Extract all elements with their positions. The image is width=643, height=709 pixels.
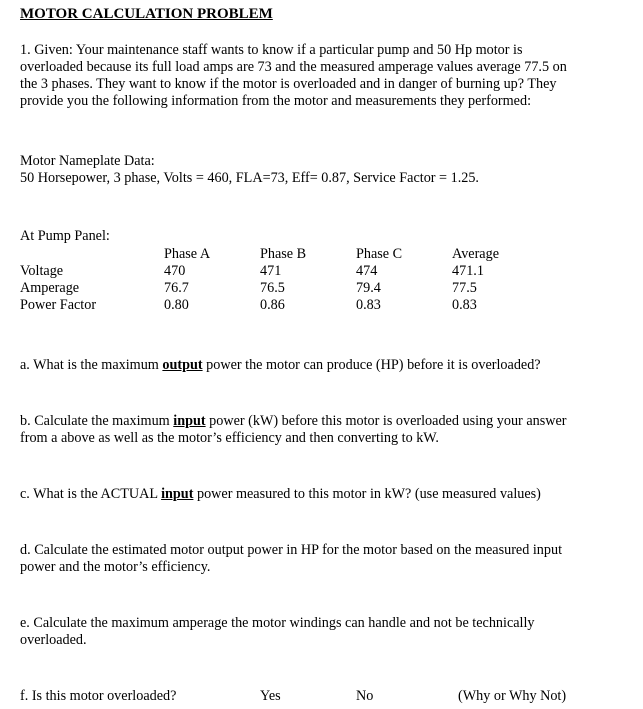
question-b (20, 413, 642, 447)
table-header-cell: Phase B (260, 246, 307, 262)
question-a (20, 357, 541, 374)
question-a-post: power the motor can produce (HP) before it is overloaded? (202, 357, 541, 373)
question-e-line2: overloaded. (20, 632, 87, 648)
question-c-keyword: input (161, 486, 194, 502)
question-b-line2: from a above as well as the motor’s efficiency and then converting to kW. (20, 430, 439, 446)
table-header-cell: Average (452, 246, 499, 262)
table-cell: Amperage (20, 280, 80, 296)
table-header-cell: Phase C (356, 246, 403, 262)
table-cell: 470 (164, 263, 186, 279)
nameplate-heading: Motor Nameplate Data: (20, 153, 155, 169)
question-b-line1 (20, 413, 642, 430)
problem-line: the 3 phases. They want to know if the motor is overloaded and in danger of burning up? They (20, 76, 557, 92)
table-header-row (20, 246, 499, 263)
measurement-table (20, 246, 499, 314)
question-d (20, 542, 642, 576)
question-a-keyword: output (162, 357, 203, 373)
problem-line: overloaded because its full load amps are 73 and the measured amperage values average 77.5 on (20, 59, 567, 75)
question-d-line2: power and the motor’s efficiency. (20, 559, 211, 575)
table-cell: 79.4 (356, 280, 381, 296)
table-cell: 0.86 (260, 297, 285, 313)
problem-line: provide you the following information from the motor and measurements they performed: (20, 93, 532, 109)
question-c-pre: c. What is the ACTUAL (20, 486, 162, 502)
table-cell: 76.5 (260, 280, 285, 296)
table-header-cell (20, 246, 164, 263)
table-cell: Power Factor (20, 297, 97, 313)
question-d-line1: d. Calculate the estimated motor output power in HP for the motor based on the measured input (20, 542, 563, 558)
answer-why: (Why or Why Not) (458, 688, 567, 704)
question-e (20, 615, 642, 649)
nameplate-details: 50 Horsepower, 3 phase, Volts = 460, FLA=73, Eff= 0.87, Service Factor = 1.25. (20, 170, 479, 186)
question-b-keyword: input (173, 413, 206, 429)
table-cell: 474 (356, 263, 378, 279)
question-e-line1: e. Calculate the maximum amperage the motor windings can handle and not be technically (20, 615, 535, 631)
table-cell: 77.5 (452, 280, 477, 296)
page-title: MOTOR CALCULATION PROBLEM (20, 6, 273, 22)
table-cell: 76.7 (164, 280, 189, 296)
question-b-post: power (kW) before this motor is overloaded using your answer (205, 413, 567, 429)
panel-heading: At Pump Panel: (20, 228, 110, 244)
table-row (20, 297, 499, 314)
question-b-pre: b. Calculate the maximum (20, 413, 174, 429)
question-c-post: power measured to this motor in kW? (use measured values) (193, 486, 541, 502)
table-row (20, 280, 499, 297)
question-c (20, 486, 541, 503)
answer-yes: Yes (260, 688, 281, 704)
table-cell: 471.1 (452, 263, 484, 279)
table-cell: 0.80 (164, 297, 189, 313)
problem-statement (20, 42, 642, 110)
nameplate-section (20, 153, 642, 187)
table-cell: Voltage (20, 263, 64, 279)
table-row (20, 263, 499, 280)
question-a-pre: a. What is the maximum (20, 357, 163, 373)
question-f: f. Is this motor overloaded? (20, 688, 177, 704)
table-header-cell: Phase A (164, 246, 211, 262)
table-cell: 0.83 (452, 297, 477, 313)
problem-line: 1. Given: Your maintenance staff wants to know if a particular pump and 50 Hp motor is (20, 42, 523, 58)
table-cell: 0.83 (356, 297, 381, 313)
table-cell: 471 (260, 263, 282, 279)
answer-no: No (356, 688, 374, 704)
